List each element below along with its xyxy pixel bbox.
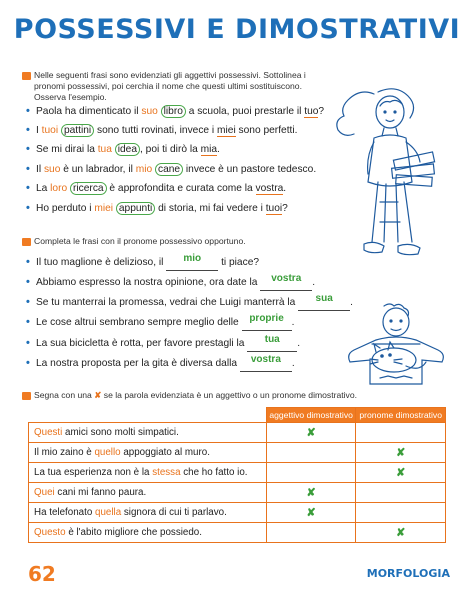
bullet-icon: • [26,163,30,175]
circled-noun: appunti [116,202,155,215]
sentence-text: Il tuo maglione è delizioso, il [36,257,167,268]
possessive-adjective: loro [50,183,68,194]
table-row [29,503,446,523]
exercise-marker-icon [22,238,31,246]
circled-noun: ricerca [70,182,107,195]
adjective-check-cell [266,503,356,523]
answer-blank [247,334,297,352]
exercise1-sentence [26,123,297,138]
check-mark-icon: ✘ [306,427,316,439]
bullet-icon: • [26,124,30,136]
row-sentence [29,483,267,503]
sentence-text: Se tu manterrai la promessa, vedrai che Luigi manterrà la [36,297,299,308]
row-sentence [29,463,267,483]
sentence-text: Ha telefonato [34,507,96,518]
sentence-text: invece è un pastore tedesco. [183,164,317,175]
sentence-text: è un labrador, il [60,164,136,175]
exercise-marker-icon [22,392,31,400]
table-row [29,483,446,503]
sentence-text: Ho perduto i [36,203,95,214]
circled-noun: idea [115,143,140,156]
possessive-adjective: tuoi [41,125,59,136]
table-row [29,523,446,543]
bullet-icon: • [26,296,30,308]
answer-text: vostra [250,354,281,365]
pronoun-check-cell [356,483,446,503]
pronoun-check-cell [356,423,446,443]
check-mark-icon: ✘ [306,487,316,499]
bullet-icon: • [26,182,30,194]
possessive-adjective: miei [94,203,114,214]
column-header-adjective: aggettivo dimostrativo [266,408,356,423]
sentence-text: I [36,125,42,136]
cross-mark-icon: ✘ [94,390,102,400]
row-sentence [29,423,267,443]
sentence-text: cani mi fanno paura. [54,487,147,498]
exercise2-sentence [26,295,353,311]
row-sentence [29,503,267,523]
exercise3-instruction [34,390,434,401]
sentence-text: sono tutti rovinati, invece i [94,125,218,136]
check-mark-icon: ✘ [396,447,406,459]
row-sentence [29,523,267,543]
sentence-text: . [297,338,301,349]
exercise2-sentence [26,356,295,372]
sentence-text: . [283,183,287,194]
bullet-icon: • [26,105,30,117]
instruction-text: Completa le frasi con il pronome possessivo opportuno. [34,236,246,246]
circled-noun: pattini [61,124,94,137]
bullet-icon: • [26,143,30,155]
section-label: MORFOLOGIA [366,567,450,580]
exercise-marker-icon [22,72,31,80]
sentence-text: . [312,277,316,288]
answer-text: sua [315,293,333,304]
demonstrative-word: Questi [34,427,63,438]
possessive-adjective: suo [43,164,61,175]
exercise1-sentence [26,201,288,216]
underlined-pronoun: tuo [304,106,319,117]
check-mark-icon: ✘ [396,527,406,539]
bullet-icon: • [26,256,30,268]
answer-text: mio [183,253,202,264]
bullet-icon: • [26,316,30,328]
possessive-adjective: suo [141,106,158,117]
sentence-text: , poi ti dirò la [140,144,201,155]
sentence-text: ? [282,203,288,214]
sentence-text: La [36,183,51,194]
answer-text: vostra [271,273,302,284]
circled-noun: cane [155,163,183,176]
exercise2-sentence [26,336,300,352]
check-mark-icon: ✘ [396,467,406,479]
answer-text: proprie [249,313,284,324]
exercise2-instruction [34,236,314,247]
sentence-text: è l'abito migliore che possiedo. [65,527,202,538]
underlined-pronoun: tuoi [265,203,283,214]
sentence-text: La tua esperienza non è la [34,467,153,478]
pronoun-check-cell [356,503,446,523]
sentence-text: . [217,144,220,155]
answer-blank [166,253,218,271]
girl-with-books-illustration [334,82,450,268]
sentence-text: . [291,317,295,328]
exercise1-sentence [26,162,316,177]
sentence-text: ti piace? [218,257,260,268]
adjective-check-cell [266,483,356,503]
sentence-text: La sua bicicletta è rotta, per favore prestagli la [36,338,248,349]
table-corner [29,408,267,423]
circled-noun: libro [161,105,186,118]
answer-blank [240,354,292,372]
sentence-text: . [350,297,354,308]
sentence-text: Abbiamo espresso la nostra opinione, ora date la [36,277,261,288]
pronoun-check-cell [356,523,446,543]
bullet-icon: • [26,276,30,288]
row-sentence [29,443,267,463]
sentence-text: ? [318,106,325,117]
underlined-pronoun: vostra [255,183,284,194]
instruction-text: Segna con una [34,390,95,400]
demonstrative-word: quella [95,507,122,518]
adjective-check-cell [266,523,356,543]
demonstrative-word: Questo [34,527,66,538]
table-row [29,423,446,443]
exercise1-sentence [26,142,220,157]
possessive-adjective: mio [135,164,153,175]
exercise2-sentence [26,275,315,291]
demonstrative-word: Quei [34,487,55,498]
answer-text: tua [264,334,280,345]
exercise1-instruction [34,70,334,103]
demonstrative-word: quello [94,447,121,458]
table-row [29,463,446,483]
sentence-text: signora di cui ti parlavo. [121,507,227,518]
sentence-text: La nostra proposta per la gita è diversa dalla [36,358,240,369]
sentence-text: che ho fatto io. [180,467,248,478]
bullet-icon: • [26,337,30,349]
column-header-pronoun: pronome dimostrativo [356,408,446,423]
instruction-text: se la parola evidenziata è un aggettivo o un pronome dimostrativo. [101,390,358,400]
exercise2-sentence [26,255,259,271]
sentence-text: Il mio zaino è [34,447,95,458]
answer-blank [260,273,312,291]
answer-blank [242,313,292,331]
page-title: POSSESSIVI E DIMOSTRATIVI [13,14,461,45]
underlined-pronoun: miei [217,125,236,136]
sentence-text: Se mi dirai la [36,144,98,155]
sentence-text: Le cose altrui sembrano sempre meglio delle [36,317,242,328]
adjective-check-cell [266,423,356,443]
exercise2-sentence [26,315,294,331]
adjective-check-cell [266,463,356,483]
pronoun-check-cell [356,443,446,463]
sentence-text: sono perfetti. [235,125,298,136]
demonstrative-word: stessa [152,467,181,478]
exercise1-sentence [26,104,324,119]
sentence-text: Il [36,164,44,175]
bullet-icon: • [26,202,30,214]
sentence-text: è approfondita e curata come la [106,183,256,194]
pronoun-check-cell [356,463,446,483]
sentence-text: amici sono molti simpatici. [62,427,179,438]
bullet-icon: • [26,357,30,369]
sentence-text: appoggiato al muro. [120,447,210,458]
boy-with-cat-illustration [336,300,454,386]
underlined-pronoun: mia [200,144,218,155]
sentence-text: a scuola, puoi prestarle il [185,106,305,117]
demonstratives-table [28,407,446,543]
sentence-text: . [291,358,295,369]
adjective-check-cell [266,443,356,463]
sentence-text: Paola ha dimenticato il [36,106,142,117]
instruction-text: Nelle seguenti frasi sono evidenziati gli aggettivi possessivi. Sottolinea i pronomi possessivi, poi cerchia il nome che questi ultimi sostituiscono. Osserva l'esempio. [34,70,306,102]
sentence-text: di storia, mi fai vedere i [155,203,266,214]
table-row [29,443,446,463]
page-number: 62 [28,562,56,586]
exercise1-sentence [26,181,286,196]
possessive-adjective: tua [97,144,112,155]
check-mark-icon: ✘ [306,507,316,519]
